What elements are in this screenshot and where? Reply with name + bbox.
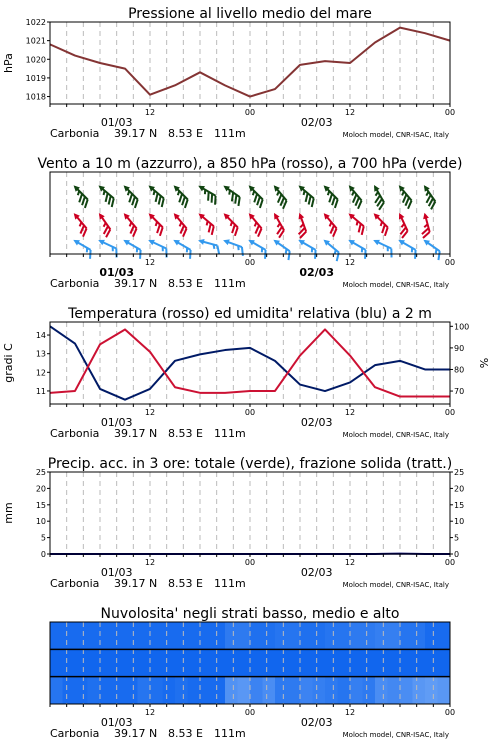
wind-barb bbox=[417, 183, 440, 209]
cloud-cell bbox=[438, 677, 451, 704]
pressure-chart-x-tick-label: 00 bbox=[244, 108, 256, 117]
humidity-chart-y-tick-label-right: 80 bbox=[454, 365, 465, 375]
cloud-cell bbox=[100, 649, 113, 676]
cloud-cell bbox=[350, 622, 363, 649]
precipitation-chart-date-label: 02/03 bbox=[300, 566, 333, 579]
wind-barb-arrowhead bbox=[122, 237, 130, 245]
temperature-chart-date-label: 02/03 bbox=[300, 416, 333, 429]
pressure-chart-y-tick-label: 1019 bbox=[25, 73, 46, 83]
cloud-cell bbox=[138, 622, 151, 649]
location-latitude: 39.17 N bbox=[114, 727, 158, 740]
wind-barb bbox=[318, 237, 343, 261]
cloud-cell bbox=[300, 649, 313, 676]
wind-barb-arrowhead bbox=[247, 237, 255, 245]
humidity-chart-y-tick-label-right: 70 bbox=[454, 387, 465, 397]
cloud-cell bbox=[200, 622, 213, 649]
precipitation-chart-y-tick-label: 0 bbox=[40, 550, 46, 559]
clouds-chart-x-tick-label: 12 bbox=[144, 708, 156, 717]
cloud-cell bbox=[325, 622, 338, 649]
cloud-cell bbox=[375, 622, 388, 649]
wind-barb-arrowhead bbox=[97, 237, 105, 245]
wind-barb-arrowhead bbox=[172, 237, 180, 245]
wind-barb bbox=[419, 237, 445, 260]
wind-barb bbox=[93, 183, 118, 207]
clouds-chart-x-tick-label: 12 bbox=[344, 708, 356, 717]
cloud-cell bbox=[150, 677, 163, 704]
wind-barb-arrowhead bbox=[422, 212, 429, 219]
model-credit: Moloch model, CNR-ISAC, Italy bbox=[342, 131, 449, 139]
wind-barb bbox=[243, 211, 267, 236]
location-latitude: 39.17 N bbox=[114, 427, 158, 440]
wind-barb bbox=[118, 183, 143, 208]
cloud-cell bbox=[250, 649, 263, 676]
cloud-cell bbox=[413, 677, 426, 704]
location-longitude: 8.53 E bbox=[168, 277, 203, 290]
cloud-cell bbox=[313, 677, 326, 704]
location-name: Carbonia bbox=[50, 427, 100, 440]
cloud-cell bbox=[325, 677, 338, 704]
cloud-cell bbox=[313, 649, 326, 676]
wind-barb-feather bbox=[239, 247, 245, 256]
cloud-cell bbox=[88, 622, 101, 649]
cloud-cell bbox=[200, 649, 213, 676]
pressure-chart-y-tick-label: 1018 bbox=[25, 92, 46, 102]
precipitation-chart-y-tick-label: 20 bbox=[35, 484, 46, 494]
cloud-cell bbox=[400, 649, 413, 676]
wind-barb bbox=[68, 183, 93, 208]
cloud-cell bbox=[125, 677, 138, 704]
location-longitude: 8.53 E bbox=[168, 427, 203, 440]
cloud-cell bbox=[175, 677, 188, 704]
temperature-chart-x-tick-label: 00 bbox=[444, 408, 456, 417]
wind-barb bbox=[293, 183, 318, 207]
cloud-cell bbox=[163, 622, 176, 649]
wind-barb bbox=[268, 183, 292, 208]
cloud-cell bbox=[238, 649, 251, 676]
wind-chart-date-label: 01/03 bbox=[99, 266, 134, 279]
cloud-cell bbox=[238, 677, 251, 704]
wind-chart-x-tick-label: 00 bbox=[444, 258, 456, 267]
cloud-cell bbox=[425, 649, 438, 676]
cloud-cell bbox=[275, 622, 288, 649]
cloud-cell bbox=[63, 622, 76, 649]
wind-barb bbox=[168, 211, 192, 236]
wind-barb-arrowhead bbox=[347, 237, 355, 245]
location-altitude: 111m bbox=[214, 277, 246, 290]
precipitation-chart-x-tick-label: 00 bbox=[444, 558, 456, 567]
cloud-cell bbox=[75, 677, 88, 704]
clouds-chart-title: Nuvolosita' negli strati basso, medio e alto bbox=[100, 606, 400, 622]
precipitation-chart-y-tick-label: 25 bbox=[35, 468, 46, 477]
wind-barb bbox=[119, 237, 145, 259]
temperature-chart-date-label: 01/03 bbox=[100, 416, 133, 429]
humidity-y-axis-label: % bbox=[478, 357, 491, 369]
precipitation-chart-y-tick-label-right: 25 bbox=[454, 468, 465, 477]
cloud-cell bbox=[275, 649, 288, 676]
cloud-cell bbox=[113, 649, 126, 676]
wind-barb bbox=[243, 183, 268, 208]
cloud-cell bbox=[325, 649, 338, 676]
model-credit: Moloch model, CNR-ISAC, Italy bbox=[342, 431, 449, 439]
cloud-cell bbox=[250, 622, 263, 649]
wind-chart-x-tick-label: 12 bbox=[344, 258, 356, 267]
humidity-chart-y-tick-label-right: 90 bbox=[454, 343, 465, 353]
cloud-cell bbox=[188, 622, 201, 649]
wind-chart-x-tick-label: 12 bbox=[144, 258, 156, 267]
cloud-cell bbox=[88, 677, 101, 704]
cloud-cell bbox=[163, 649, 176, 676]
cloud-cell bbox=[425, 622, 438, 649]
precipitation-chart-y-tick-label: 5 bbox=[40, 533, 46, 543]
pressure-chart-x-tick-label: 12 bbox=[344, 108, 356, 117]
precipitation-chart-x-tick-label: 12 bbox=[144, 558, 156, 567]
location-name: Carbonia bbox=[50, 277, 100, 290]
cloud-cell bbox=[363, 649, 376, 676]
cloud-cell bbox=[338, 622, 351, 649]
clouds-chart-x-tick-label: 00 bbox=[444, 708, 456, 717]
pressure-chart-date-label: 02/03 bbox=[300, 116, 333, 129]
cloud-cell bbox=[150, 649, 163, 676]
wind-barb-arrowhead bbox=[222, 237, 230, 245]
cloud-cell bbox=[350, 649, 363, 676]
cloud-cell bbox=[425, 677, 438, 704]
cloud-cell bbox=[75, 649, 88, 676]
location-name: Carbonia bbox=[50, 577, 100, 590]
cloud-cell bbox=[88, 649, 101, 676]
cloud-cell bbox=[138, 649, 151, 676]
cloud-cell bbox=[225, 622, 238, 649]
precipitation-chart-y-tick-label-right: 15 bbox=[454, 500, 465, 510]
location-name: Carbonia bbox=[50, 127, 100, 140]
wind-barb bbox=[193, 211, 218, 235]
cloud-cell bbox=[125, 622, 138, 649]
wind-barb bbox=[219, 183, 245, 206]
temperature-chart-x-tick-label: 12 bbox=[144, 408, 156, 417]
wind-barb bbox=[393, 183, 417, 208]
cloud-cell bbox=[363, 622, 376, 649]
wind-barb-arrowhead bbox=[197, 183, 205, 191]
temperature-chart-y-tick-label: 14 bbox=[35, 331, 46, 341]
cloud-cell bbox=[125, 649, 138, 676]
wind-barb bbox=[69, 237, 95, 259]
cloud-cell bbox=[188, 649, 201, 676]
location-latitude: 39.17 N bbox=[114, 277, 158, 290]
precipitation-chart-x-tick-label: 12 bbox=[344, 558, 356, 567]
pressure-chart-x-tick-label: 12 bbox=[144, 108, 156, 117]
cloud-cell bbox=[400, 677, 413, 704]
location-longitude: 8.53 E bbox=[168, 127, 203, 140]
clouds-chart-date-label: 01/03 bbox=[100, 716, 133, 729]
precipitation-chart-y-tick-label: 10 bbox=[35, 517, 46, 527]
wind-barb bbox=[218, 211, 243, 236]
precipitation-chart-date-label: 01/03 bbox=[100, 566, 133, 579]
location-name: Carbonia bbox=[50, 727, 100, 740]
location-latitude: 39.17 N bbox=[114, 127, 158, 140]
precipitation-chart-y-tick-label-right: 10 bbox=[454, 517, 465, 527]
cloud-cell bbox=[388, 677, 401, 704]
cloud-cell bbox=[50, 677, 63, 704]
cloud-cell bbox=[213, 649, 226, 676]
wind-barb bbox=[168, 183, 193, 208]
cloud-cell bbox=[100, 677, 113, 704]
cloud-cell bbox=[225, 649, 238, 676]
cloud-cell bbox=[50, 622, 63, 649]
wind-barb bbox=[269, 237, 295, 260]
pressure-chart-date-label: 01/03 bbox=[100, 116, 133, 129]
cloud-cell bbox=[113, 677, 126, 704]
cloud-cell bbox=[338, 649, 351, 676]
cloud-cell bbox=[438, 649, 451, 676]
temperature-chart-y-tick-label: 13 bbox=[35, 349, 46, 359]
wind-barb bbox=[318, 183, 343, 208]
cloud-cell bbox=[300, 622, 313, 649]
precipitation-chart-y-tick-label-right: 0 bbox=[454, 550, 460, 559]
cloud-cell bbox=[288, 677, 301, 704]
location-altitude: 111m bbox=[214, 727, 246, 740]
wind-barb bbox=[367, 184, 389, 210]
cloud-cell bbox=[75, 622, 88, 649]
precipitation-chart-y-tick-label-right: 20 bbox=[454, 484, 465, 494]
precipitation-chart-title: Precip. acc. in 3 ore: totale (verde), frazione solida (tratt.) bbox=[47, 456, 453, 472]
wind-chart-date-label: 02/03 bbox=[299, 266, 334, 279]
wind-barb bbox=[118, 211, 142, 236]
precipitation-y-axis-label: mm bbox=[2, 502, 15, 524]
cloud-cell bbox=[413, 649, 426, 676]
wind-barb bbox=[267, 211, 289, 237]
cloud-cell bbox=[388, 622, 401, 649]
precipitation-chart-x-tick-label: 00 bbox=[244, 558, 256, 567]
cloud-cell bbox=[350, 677, 363, 704]
wind-barb bbox=[368, 211, 393, 236]
cloud-cell bbox=[388, 649, 401, 676]
wind-barb bbox=[417, 212, 434, 238]
location-altitude: 111m bbox=[214, 127, 246, 140]
wind-chart-x-tick-label: 00 bbox=[244, 258, 256, 267]
wind-barb-arrowhead bbox=[371, 184, 379, 192]
cloud-cell bbox=[375, 649, 388, 676]
temperature-chart-y-tick-label: 12 bbox=[35, 368, 46, 378]
cloud-cell bbox=[150, 622, 163, 649]
cloud-cell bbox=[275, 677, 288, 704]
wind-barb bbox=[292, 212, 311, 238]
cloud-cell bbox=[288, 649, 301, 676]
wind-barb bbox=[343, 211, 368, 235]
temperature-chart-y-tick-label: 11 bbox=[35, 386, 46, 396]
cloud-cell bbox=[213, 622, 226, 649]
cloud-cell bbox=[238, 622, 251, 649]
wind-barb bbox=[392, 212, 412, 238]
location-latitude: 39.17 N bbox=[114, 577, 158, 590]
cloud-cell bbox=[163, 677, 176, 704]
model-credit: Moloch model, CNR-ISAC, Italy bbox=[342, 731, 449, 739]
wind-barb-feather bbox=[388, 248, 395, 257]
cloud-cell bbox=[175, 622, 188, 649]
humidity-chart-y-tick-label-right: 100 bbox=[454, 322, 470, 332]
cloud-cell bbox=[250, 677, 263, 704]
wind-barb-arrowhead bbox=[197, 237, 204, 244]
cloud-cell bbox=[263, 677, 276, 704]
temperature-y-axis-label: gradi C bbox=[2, 343, 15, 383]
cloud-cell bbox=[175, 649, 188, 676]
pressure-chart-title: Pressione al livello medio del mare bbox=[128, 6, 372, 22]
wind-barb bbox=[343, 183, 367, 208]
wind-barb bbox=[169, 237, 195, 259]
wind-barb-arrowhead bbox=[271, 211, 279, 219]
cloud-cell bbox=[438, 622, 451, 649]
cloud-cell bbox=[138, 677, 151, 704]
location-altitude: 111m bbox=[214, 577, 246, 590]
temperature-chart-title: Temperatura (rosso) ed umidita' relativa (blu) a 2 m bbox=[68, 306, 432, 322]
pressure-chart-y-tick-label: 1021 bbox=[25, 36, 46, 46]
cloud-cell bbox=[300, 677, 313, 704]
model-credit: Moloch model, CNR-ISAC, Italy bbox=[342, 581, 449, 589]
cloud-cell bbox=[200, 677, 213, 704]
cloud-cell bbox=[288, 622, 301, 649]
clouds-chart-date-label: 02/03 bbox=[300, 716, 333, 729]
wind-barb-arrowhead bbox=[72, 237, 80, 245]
precipitation-chart-y-tick-label-right: 5 bbox=[454, 533, 460, 543]
cloud-cell bbox=[100, 622, 113, 649]
wind-barb bbox=[68, 211, 92, 236]
clouds-chart-x-tick-label: 00 bbox=[244, 708, 256, 717]
cloud-cell bbox=[263, 649, 276, 676]
cloud-cell bbox=[313, 622, 326, 649]
cloud-cell bbox=[225, 677, 238, 704]
wind-barb bbox=[143, 211, 168, 236]
temperature-chart-x-tick-label: 00 bbox=[244, 408, 256, 417]
pressure-y-axis-label: hPa bbox=[2, 53, 15, 73]
cloud-cell bbox=[188, 677, 201, 704]
cloud-cell bbox=[63, 649, 76, 676]
wind-barb bbox=[92, 211, 115, 237]
cloud-cell bbox=[338, 677, 351, 704]
pressure-chart-y-tick-label: 1022 bbox=[25, 18, 46, 27]
cloud-cell bbox=[363, 677, 376, 704]
wind-chart-title: Vento a 10 m (azzurro), a 850 hPa (rosso), a 700 hPa (verde) bbox=[37, 156, 463, 172]
cloud-cell bbox=[400, 622, 413, 649]
temperature-chart-x-tick-label: 12 bbox=[344, 408, 356, 417]
location-longitude: 8.53 E bbox=[168, 727, 203, 740]
cloud-cell bbox=[263, 622, 276, 649]
cloud-cell bbox=[50, 649, 63, 676]
cloud-cell bbox=[113, 622, 126, 649]
location-longitude: 8.53 E bbox=[168, 577, 203, 590]
wind-barb-arrowhead bbox=[397, 237, 405, 245]
cloud-cell bbox=[63, 677, 76, 704]
wind-barb bbox=[318, 211, 342, 236]
model-credit: Moloch model, CNR-ISAC, Italy bbox=[342, 281, 449, 289]
wind-barb-arrowhead bbox=[372, 237, 380, 245]
wind-barb-arrowhead bbox=[147, 237, 155, 245]
pressure-chart-y-tick-label: 1020 bbox=[25, 55, 46, 65]
cloud-cell bbox=[375, 677, 388, 704]
cloud-cell bbox=[413, 622, 426, 649]
location-altitude: 111m bbox=[214, 427, 246, 440]
wind-barb bbox=[143, 183, 168, 207]
cloud-cell bbox=[213, 677, 226, 704]
pressure-chart-x-tick-label: 00 bbox=[444, 108, 456, 117]
precipitation-chart-y-tick-label: 15 bbox=[35, 500, 46, 510]
